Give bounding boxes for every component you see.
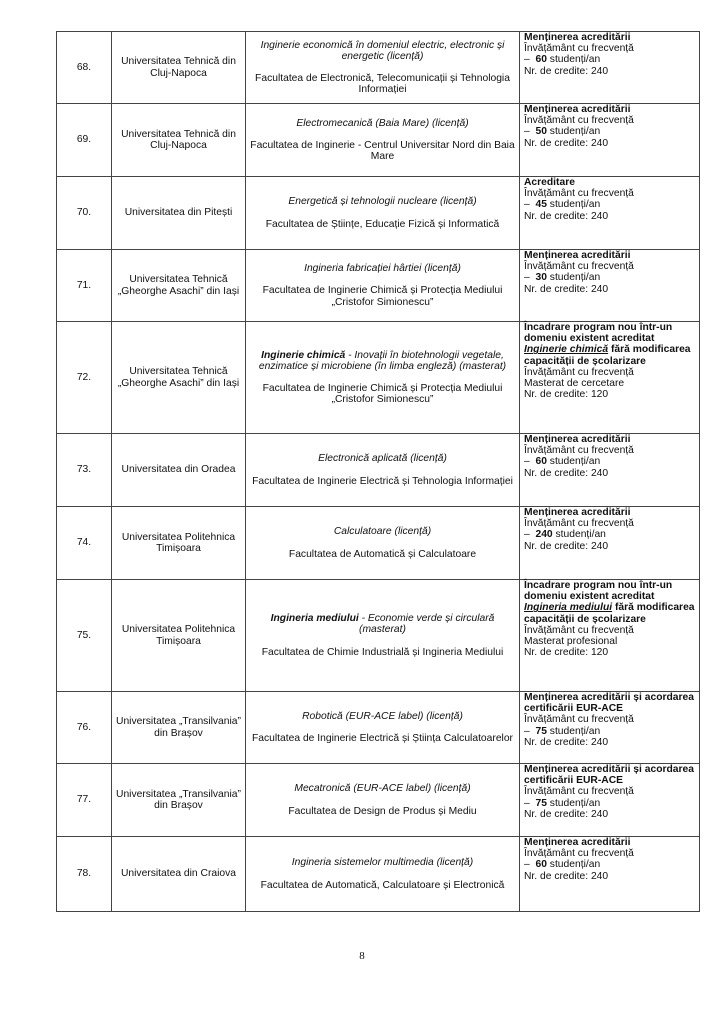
university-name: Universitatea Politehnica Timișoara — [112, 507, 246, 580]
learning-form: Învățământ cu frecvență — [524, 518, 634, 530]
status-cell — [520, 104, 700, 177]
students-unit: studenți/an — [546, 725, 601, 737]
status-cell — [520, 580, 700, 692]
students-line — [524, 126, 695, 137]
students-unit: studenți/an — [546, 456, 601, 468]
row-number: 70. — [57, 177, 112, 250]
status-cell — [520, 507, 700, 580]
program-cell — [246, 177, 520, 250]
faculty-name: Facultatea de Inginerie Electrică și Știința Calculatoarelor — [252, 733, 513, 744]
status-text-a: Încadrare program nou într-un domeniu existent acreditat — [524, 322, 673, 345]
faculty-name: Facultatea de Automatică, Calculatoare și Electronică — [260, 879, 505, 891]
credits: Nr. de credite: 240 — [524, 540, 609, 552]
table-row — [57, 580, 700, 692]
credits: Nr. de credite: 240 — [524, 808, 609, 820]
program-name: Electromecanică (Baia Mare) (licență) — [296, 117, 469, 129]
credits: Nr. de credite: 240 — [524, 65, 609, 77]
master-type: Masterat profesional — [524, 636, 618, 648]
status-cell — [520, 692, 700, 764]
dash: – — [524, 54, 530, 66]
status-cell — [520, 434, 700, 507]
faculty-name: Facultatea de Design de Produs și Mediu — [288, 805, 477, 817]
program-domain: Inginerie chimică — [261, 349, 346, 361]
learning-form: Învățământ cu frecvență — [524, 445, 634, 457]
row-number: 75. — [57, 580, 112, 692]
faculty-name: Facultatea de Științe, Educație Fizică și Informatică — [265, 218, 500, 230]
university-name: Universitatea Politehnica Timișoara — [112, 580, 246, 692]
status-title: Menținerea acreditării — [524, 507, 631, 518]
dash: – — [524, 126, 530, 138]
status-text-a: Încadrare program nou într-un domeniu existent acreditat — [524, 580, 673, 603]
university-name: Universitatea din Oradea — [112, 434, 246, 507]
status-domain: Ingineria mediului — [524, 602, 613, 614]
program-cell — [246, 434, 520, 507]
university-name: Universitatea Tehnică din Cluj-Napoca — [112, 104, 246, 177]
status-cell — [520, 177, 700, 250]
students-count: 60 — [535, 54, 547, 66]
program-name — [250, 613, 515, 635]
students-line — [524, 456, 695, 467]
program-name: Ingineria sistemelor multimedia (licență) — [291, 857, 474, 869]
table-row — [57, 250, 700, 322]
row-number: 78. — [57, 837, 112, 912]
students-unit: studenți/an — [546, 272, 601, 284]
credits: Nr. de credite: 240 — [524, 467, 609, 479]
students-line — [524, 54, 695, 65]
status-cell — [520, 764, 700, 837]
students-unit: studenți/an — [546, 859, 601, 871]
status-text-b: fără modificarea capacității de școlarizare — [524, 344, 691, 367]
status-title: Menținerea acreditării — [524, 837, 631, 848]
program-name: Ingineria fabricației hârtiei (licență) — [304, 263, 461, 275]
status-title: Menținerea acreditării și acordarea certificării EUR-ACE — [524, 692, 694, 715]
university-name: Universitatea „Transilvania” din Brașov — [112, 692, 246, 764]
university-name: Universitatea Tehnică din Cluj-Napoca — [112, 32, 246, 104]
learning-form: Învățământ cu frecvență — [524, 848, 634, 860]
program-cell — [246, 250, 520, 322]
dash: – — [524, 199, 530, 211]
table-row — [57, 177, 700, 250]
dash: – — [524, 797, 530, 809]
dash: – — [524, 272, 530, 284]
students-unit: studenți/an — [552, 529, 606, 541]
credits: Nr. de credite: 240 — [524, 137, 609, 149]
program-specialization: - Economie verde și circulară (masterat) — [358, 613, 495, 636]
status-cell — [520, 322, 700, 434]
program-cell — [246, 32, 520, 104]
program-name: Robotică (EUR-ACE label) (licență) — [302, 710, 463, 722]
students-count: 60 — [535, 859, 547, 871]
program-name — [250, 350, 515, 372]
students-unit: studenți/an — [546, 199, 601, 211]
students-count: 30 — [535, 272, 547, 284]
table-row — [57, 507, 700, 580]
faculty-name: Facultatea de Electronică, Telecomunicații și Tehnologia Informației — [255, 73, 510, 96]
program-domain: Ingineria mediului — [270, 613, 359, 625]
status-title — [524, 322, 695, 367]
row-number: 77. — [57, 764, 112, 837]
program-name: Energetică și tehnologii nucleare (licență) — [288, 196, 477, 208]
students-line — [524, 798, 695, 809]
learning-form: Învățământ cu frecvență — [524, 366, 634, 378]
credits: Nr. de credite: 240 — [524, 283, 609, 295]
credits: Nr. de credite: 240 — [524, 870, 609, 882]
students-line — [524, 726, 695, 737]
table-row — [57, 32, 700, 104]
dash: – — [524, 725, 530, 737]
faculty-name: Facultatea de Inginerie Chimică și Protecția Mediului „Cristofor Simionescu” — [262, 285, 503, 308]
program-cell — [246, 580, 520, 692]
learning-form: Învățământ cu frecvență — [524, 188, 634, 200]
dash: – — [524, 529, 530, 541]
learning-form: Învățământ cu frecvență — [524, 43, 634, 55]
table-row — [57, 434, 700, 507]
students-count: 240 — [535, 529, 553, 541]
row-number: 74. — [57, 507, 112, 580]
status-title — [524, 580, 695, 625]
status-cell — [520, 32, 700, 104]
learning-form: Învățământ cu frecvență — [524, 261, 634, 273]
row-number: 69. — [57, 104, 112, 177]
learning-form: Învățământ cu frecvență — [524, 624, 634, 636]
credits: Nr. de credite: 120 — [524, 389, 609, 401]
status-title: Menținerea acreditării — [524, 434, 631, 445]
faculty-name: Facultatea de Inginerie - Centrul Universitar Nord din Baia Mare — [250, 139, 515, 163]
dash: – — [524, 456, 530, 468]
program-name: Inginerie economică în domeniul electric, electronic și energetic (licență) — [260, 39, 505, 62]
university-name: Universitatea Tehnică „Gheorghe Asachi” din Iași — [112, 250, 246, 322]
table-row — [57, 104, 700, 177]
status-title: Menținerea acreditării — [524, 32, 631, 43]
learning-form: Învățământ cu frecvență — [524, 714, 634, 726]
program-cell — [246, 507, 520, 580]
table-row — [57, 764, 700, 837]
table-row — [57, 692, 700, 764]
students-count: 75 — [535, 797, 547, 809]
students-count: 50 — [535, 126, 547, 138]
program-name: Mecatronică (EUR-ACE label) (licență) — [294, 783, 471, 795]
faculty-name: Facultatea de Automatică și Calculatoare — [288, 548, 477, 560]
accreditation-table — [56, 31, 700, 912]
table-row — [57, 322, 700, 434]
program-cell — [246, 837, 520, 912]
dash: – — [524, 859, 530, 871]
program-specialization: - Inovații în biotehnologii vegetale, enzimatice și microbiene (în limba engleză) (masterat) — [258, 349, 507, 372]
students-line — [524, 199, 695, 210]
row-number: 71. — [57, 250, 112, 322]
status-title: Menținerea acreditării — [524, 250, 631, 261]
students-count: 60 — [535, 456, 547, 468]
students-line — [524, 859, 695, 870]
university-name: Universitatea din Craiova — [112, 837, 246, 912]
learning-form: Învățământ cu frecvență — [524, 786, 634, 798]
program-cell — [246, 764, 520, 837]
students-count: 75 — [535, 725, 547, 737]
status-title: Menținerea acreditării și acordarea certificării EUR-ACE — [524, 764, 694, 787]
master-type: Masterat de cercetare — [524, 378, 625, 390]
students-unit: studenți/an — [546, 797, 601, 809]
students-unit: studenți/an — [546, 126, 601, 138]
status-cell — [520, 837, 700, 912]
credits: Nr. de credite: 120 — [524, 647, 609, 659]
university-name: Universitatea Tehnică „Gheorghe Asachi” din Iași — [112, 322, 246, 434]
status-title: Menținerea acreditării — [524, 104, 631, 115]
status-cell — [520, 250, 700, 322]
program-cell — [246, 692, 520, 764]
row-number: 76. — [57, 692, 112, 764]
row-number: 68. — [57, 32, 112, 104]
row-number: 73. — [57, 434, 112, 507]
learning-form: Învățământ cu frecvență — [524, 115, 634, 127]
program-name: Calculatoare (licență) — [333, 526, 432, 538]
students-unit: studenți/an — [546, 54, 601, 66]
faculty-name: Facultatea de Inginerie Electrică și Tehnologia Informației — [252, 475, 513, 487]
status-text-b: fără modificarea capacității de școlarizare — [524, 602, 695, 625]
university-name: Universitatea din Pitești — [112, 177, 246, 250]
students-line — [524, 272, 695, 283]
row-number: 72. — [57, 322, 112, 434]
credits: Nr. de credite: 240 — [524, 736, 609, 748]
page-number: 8 — [359, 950, 365, 962]
faculty-name: Facultatea de Inginerie Chimică și Protecția Mediului „Cristofor Simionescu” — [262, 383, 503, 406]
students-line — [524, 529, 695, 540]
program-cell — [246, 322, 520, 434]
table-row — [57, 837, 700, 912]
program-cell — [246, 104, 520, 177]
university-name: Universitatea „Transilvania” din Brașov — [112, 764, 246, 837]
faculty-name: Facultatea de Chimie Industrială și Ingineria Mediului — [261, 646, 504, 658]
students-count: 45 — [535, 199, 547, 211]
status-domain: Inginerie chimică — [524, 344, 609, 356]
status-title: Acreditare — [524, 177, 575, 188]
credits: Nr. de credite: 240 — [524, 210, 609, 222]
program-name: Electronică aplicată (licență) — [318, 453, 447, 465]
